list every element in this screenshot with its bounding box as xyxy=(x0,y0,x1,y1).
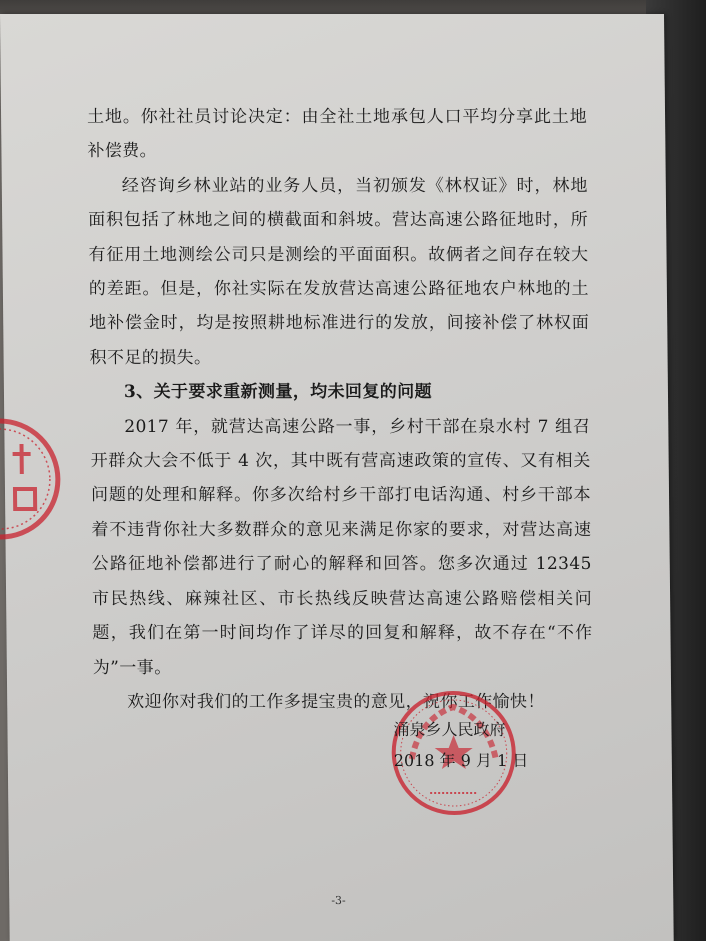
paragraph-forest-area: 经咨询乡林业站的业务人员，当初颁发《林权证》时，林地面积包括了林地之间的横截面和斜坡。营达高速公路征地时，所有征用土地测绘公司只是测绘的平面面积。故俩者之间存在较大的差距。但是，你社实际在发放营达高速公路征地农户林地的土地补偿金时，均是按照耕地标准进行的发放，间接补偿了林权面积不足的损失。 xyxy=(88,175,590,368)
signature-organization: 涌泉乡人民政府 xyxy=(393,720,506,739)
document-body xyxy=(87,100,593,719)
signature-block xyxy=(393,714,528,776)
section-heading-3: 3、关于要求重新测量，均未回复的问题 xyxy=(123,382,433,403)
paragraph-land-compensation: 土地。你社社员讨论决定：由全社土地承包人口平均分享此土地补偿费。 xyxy=(86,107,588,162)
paragraph-2017-meetings: 2017 年，就营达高速公路一事，乡村干部在泉水村 7 组召开群众大会不低于 4 次，其中既有营高速政策的宣传、又有相关问题的处理和解释。你多次给村乡干部打电话沟通、村乡干部本着不违背你社大多数群众的意见来满足你家的要求，对营达高速公路征地补偿都进行了耐心的解释和回答。您多次通过 12345 市民热线、麻辣社区、市长热线反映营达高速公路赔偿相关问题，我们在第一时间均作了详尽的回复和解释，故不存在“不作为”一事。 xyxy=(90,416,593,678)
paragraph-closing: 欢迎你对我们的工作多提宝贵的意见，祝你工作愉快！ xyxy=(127,691,545,712)
page-number: -3- xyxy=(331,894,346,907)
signature-date: 2018 年 9 月 1 日 xyxy=(393,751,529,770)
document-page xyxy=(0,14,674,941)
partial-seal-left xyxy=(0,414,66,544)
